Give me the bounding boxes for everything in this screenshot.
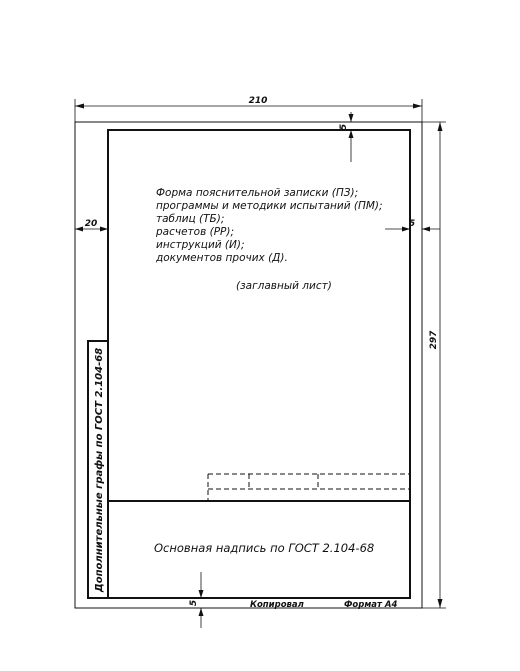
doc-type-pm: программы и методики испытаний (ПМ); — [156, 200, 383, 212]
document-types-list — [155, 187, 383, 264]
width-dimension — [75, 96, 422, 122]
top-margin-label: 5 — [339, 123, 349, 131]
top-margin-dimension — [339, 112, 354, 162]
width-dimension-label: 210 — [248, 96, 268, 106]
doc-type-tb: таблиц (ТБ); — [156, 213, 225, 225]
left-margin-dimension — [75, 219, 108, 232]
right-margin-label: 5 — [408, 219, 416, 229]
footer-format-label: Формат А4 — [344, 600, 398, 610]
doc-type-i: инструкций (И); — [156, 239, 245, 251]
left-margin-label: 20 — [84, 219, 98, 229]
bottom-margin-dimension — [189, 572, 204, 628]
main-inscription-label: Основная надпись по ГОСТ 2.104-68 — [154, 541, 375, 555]
height-dimension-label: 297 — [429, 330, 439, 350]
right-margin-dimension — [385, 219, 440, 232]
doc-type-d: документов прочих (Д). — [156, 252, 288, 264]
dashed-title-block — [208, 474, 410, 501]
footer-copied-label: Копировал — [250, 600, 304, 610]
title-sheet-note: (заглавный лист) — [236, 280, 332, 292]
height-dimension — [422, 122, 446, 608]
side-column-label: Дополнительные графы по ГОСТ 2.104-68 — [94, 347, 105, 593]
doc-type-rr: расчетов (РР); — [156, 226, 234, 238]
bottom-margin-label: 5 — [189, 599, 199, 607]
doc-type-pz: Форма пояснительной записки (ПЗ); — [156, 187, 359, 199]
